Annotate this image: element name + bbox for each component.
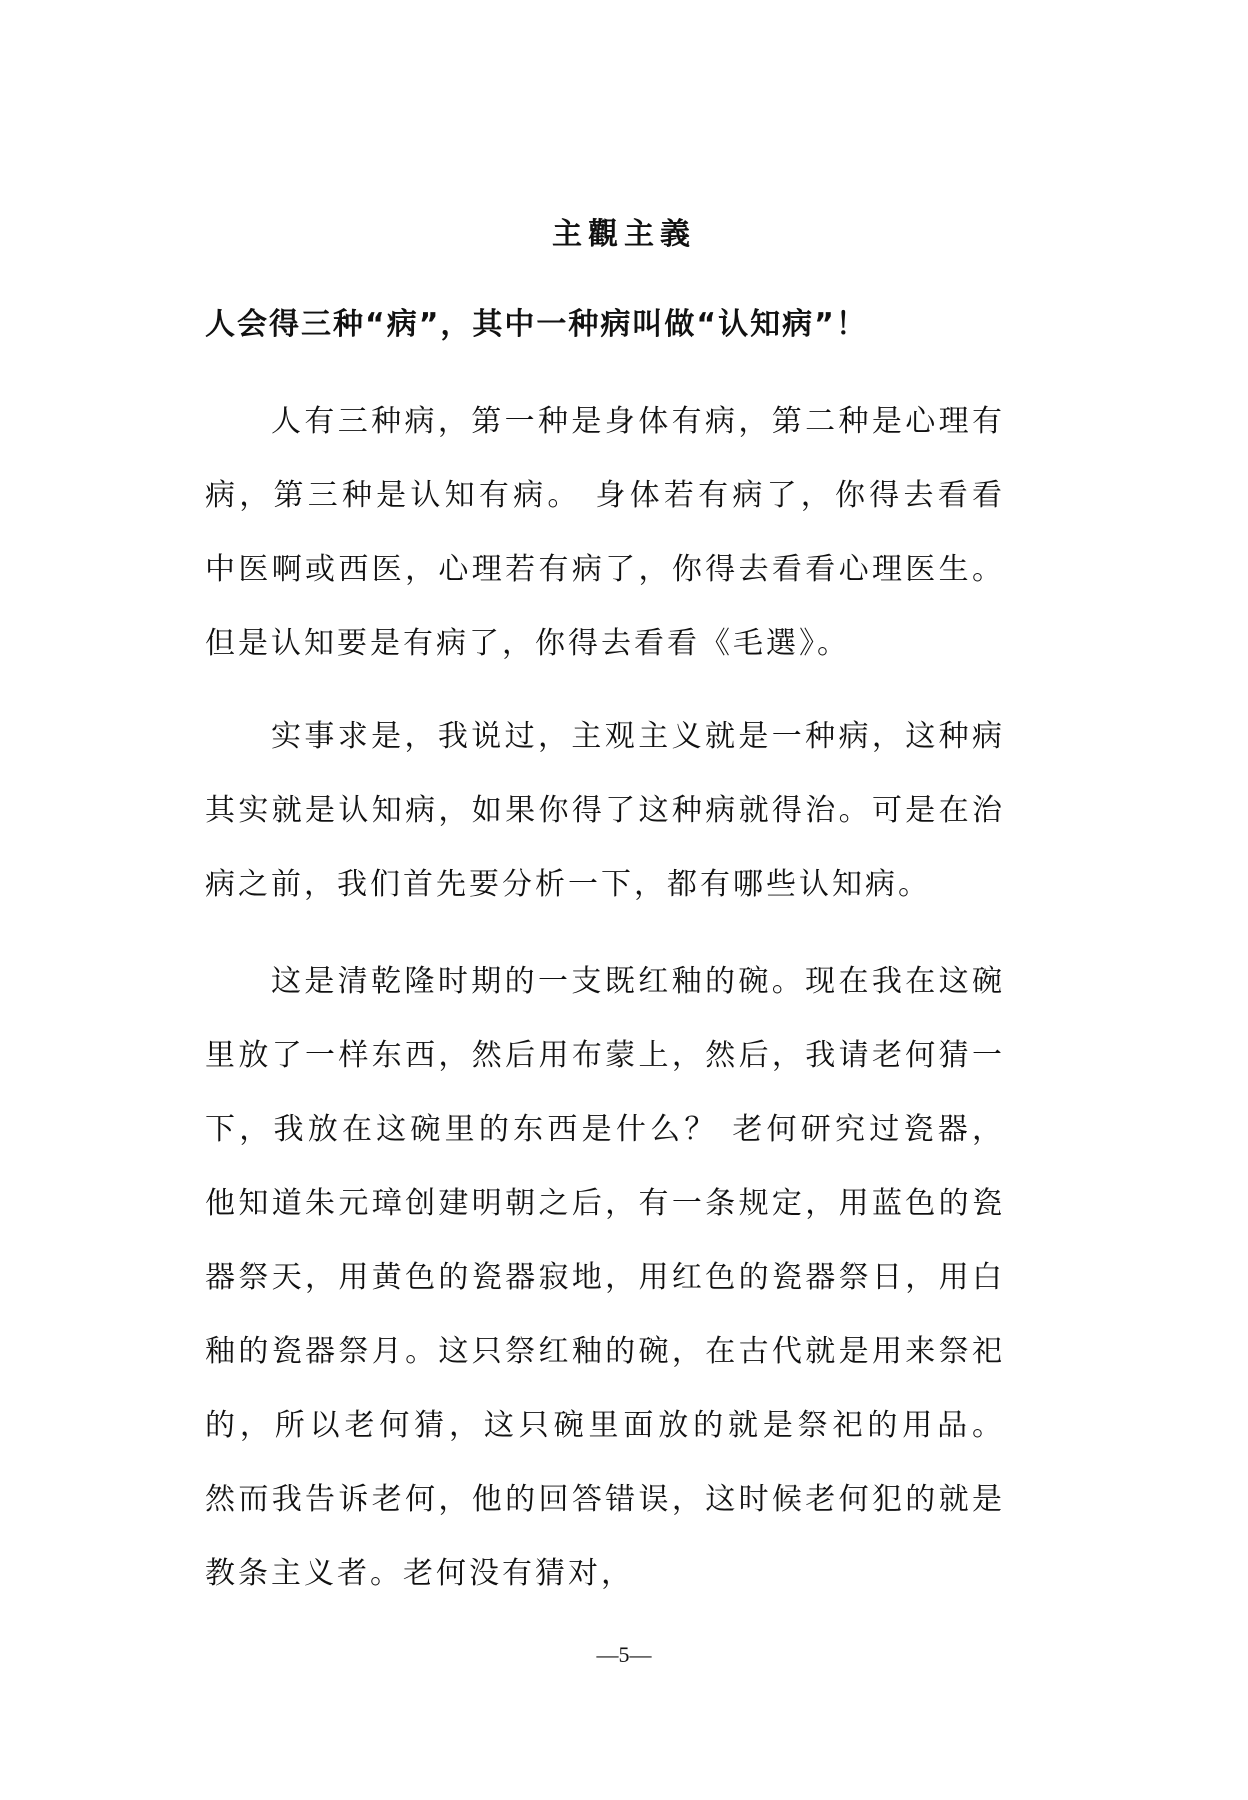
paragraph-text: 实事求是，我说过，主观主义就是一种病，这种病其实就是认知病，如果你得了这种病就得治。可是在治病之前，我们首先要分析一下，都有哪些认知病。 <box>205 719 1005 902</box>
body-paragraph-1 <box>205 385 1005 681</box>
paragraph-text: 人有三种病，第一种是身体有病，第二种是心理有病，第三种是认知有病。 身体若有病了，你得去看看中医啊或西医，心理若有病了，你得去看看心理医生。但是认知要是有病了，你得去看看《毛選》。 <box>205 404 1005 661</box>
paragraph-text: 这是清乾隆时期的一支既红釉的碗。现在我在这碗里放了一样东西，然后用布蒙上，然后，我请老何猜一下，我放在这碗里的东西是什么？ 老何研究过瓷器，他知道朱元璋创建明朝之后，有一条规定，用蓝色的瓷器祭天，用黄色的瓷器寂地，用红色的瓷器祭日，用白釉的瓷器祭月。这只祭红釉的碗，在古代就是用来祭祀的，所以老何猜，这只碗里面放的就是祭祀的用品。 然而我告诉老何，他的回答错误，这时候老何犯的就是教条主义者。老何没有猜对， <box>205 964 1005 1591</box>
body-paragraph-2 <box>205 700 1005 922</box>
document-title: 主觀主義 <box>552 217 696 252</box>
document-subtitle: 人会得三种“病”，其中一种病叫做“认知病”！ <box>205 307 868 342</box>
body-paragraph-3 <box>205 945 1005 1611</box>
page-number: —5— <box>596 1642 652 1667</box>
